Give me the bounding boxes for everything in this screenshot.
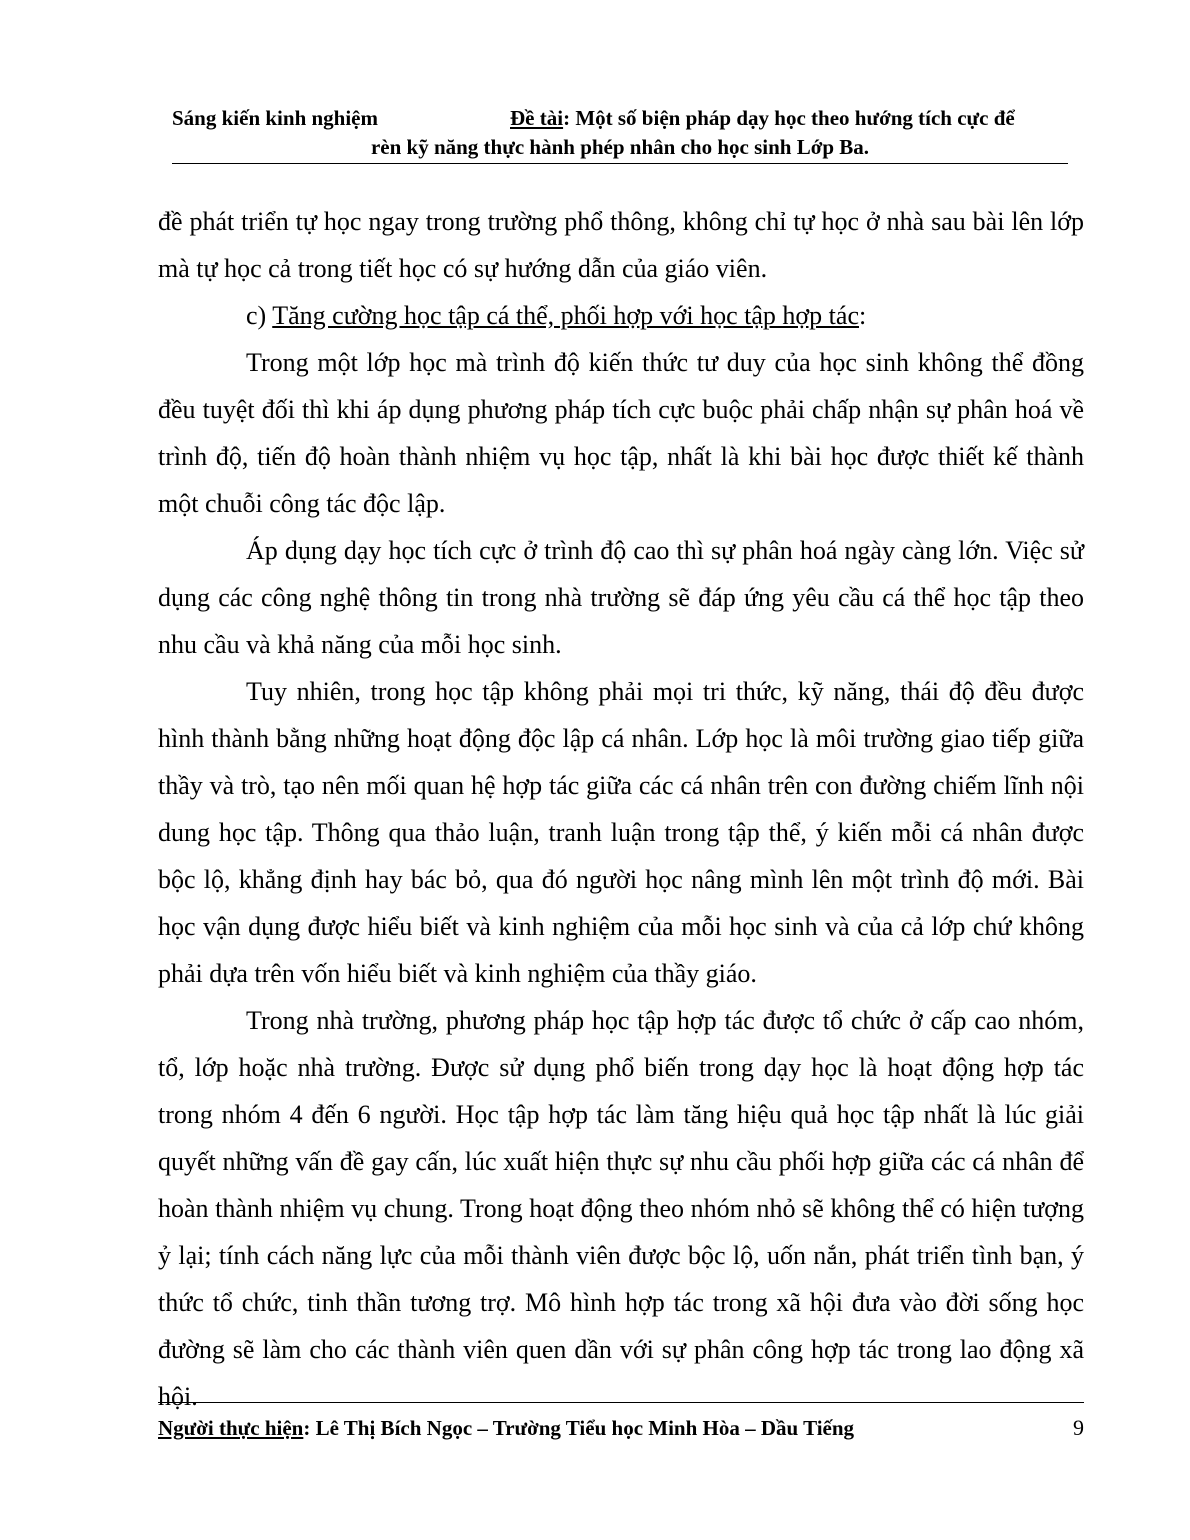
header-line-1 (172, 104, 1068, 133)
header-topic-line-1: : Một số biện pháp dạy học theo hướng tích cực để (563, 106, 1015, 130)
page-number: 9 (1073, 1415, 1084, 1440)
section-heading-prefix: c) (246, 301, 273, 330)
paragraph-3: Áp dụng dạy học tích cực ở trình độ cao thì sự phân hoá ngày càng lớn. Việc sử dụng các công nghệ thông tin trong nhà trường sẽ đáp ứng yêu cầu cá thể học tập theo nhu cầu và khả năng của mỗi học sinh. (158, 536, 1084, 659)
header-topic (510, 104, 1015, 133)
section-heading-text: Tăng cường học tập cá thể, phối hợp với học tập hợp tác (272, 301, 859, 330)
paragraph-2: Trong một lớp học mà trình độ kiến thức tư duy của học sinh không thể đồng đều tuyệt đối thì khi áp dụng phương pháp tích cực buộc phải chấp nhận sự phân hoá về trình độ, tiến độ hoàn thành nhiệm vụ học tập, nhất là khi bài học được thiết kế thành một chuỗi công tác độc lập. (158, 348, 1084, 518)
paragraph-5: Trong nhà trường, phương pháp học tập hợp tác được tổ chức ở cấp cao nhóm, tổ, lớp hoặc nhà trường. Được sử dụng phổ biến trong dạy học là hoạt động hợp tác trong nhóm 4 đến 6 người. Học tập hợp tác làm tăng hiệu quả học tập nhất là lúc giải quyết những vấn đề gay cấn, lúc xuất hiện thực sự nhu cầu phối hợp giữa các cá nhân để hoàn thành nhiệm vụ chung. Trong hoạt động theo nhóm nhỏ sẽ không thể có hiện tượng ỷ lại; tính cách năng lực của mỗi thành viên được bộc lộ, uốn nắn, phát triển tình bạn, ý thức tổ chức, tinh thần tương trợ. Mô hình hợp tác trong xã hội đưa vào đời sống học đường sẽ làm cho các thành viên quen dần với sự phân công hợp tác trong lao động xã hội. (158, 1006, 1084, 1411)
section-heading-suffix: : (859, 301, 867, 330)
header-document-type: Sáng kiến kinh nghiệm (172, 106, 379, 130)
footer-author-text: : Lê Thị Bích Ngọc – Trường Tiểu học Minh Hòa – Dầu Tiếng (303, 1416, 855, 1440)
page-footer (158, 1414, 1084, 1442)
page-body (158, 198, 1084, 1420)
footer-author-label: Người thực hiện (158, 1416, 304, 1440)
header-topic-label: Đề tài (510, 106, 564, 130)
footer-divider (158, 1402, 1084, 1403)
section-heading-c (158, 292, 1084, 339)
paragraph-4: Tuy nhiên, trong học tập không phải mọi tri thức, kỹ năng, thái độ đều được hình thành bằng những hoạt động độc lập cá nhân. Lớp học là môi trường giao tiếp giữa thầy và trò, tạo nên mối quan hệ hợp tác giữa các cá nhân trên con đường chiếm lĩnh nội dung học tập. Thông qua thảo luận, tranh luận trong tập thể, ý kiến mỗi cá nhân được bộc lộ, khẳng định hay bác bỏ, qua đó người học nâng mình lên một trình độ mới. Bài học vận dụng được hiểu biết và kinh nghiệm của mỗi học sinh và của cả lớp chứ không phải dựa trên vốn hiểu biết và kinh nghiệm của thầy giáo. (158, 677, 1084, 988)
header-topic-line-2: rèn kỹ năng thực hành phép nhân cho học sinh Lớp Ba. (172, 133, 1068, 164)
paragraph-continuation: đề phát triển tự học ngay trong trường phổ thông, không chỉ tự học ở nhà sau bài lên lớp mà tự học cả trong tiết học có sự hướng dẫn của giáo viên. (158, 207, 1084, 283)
page-header (172, 104, 1068, 164)
